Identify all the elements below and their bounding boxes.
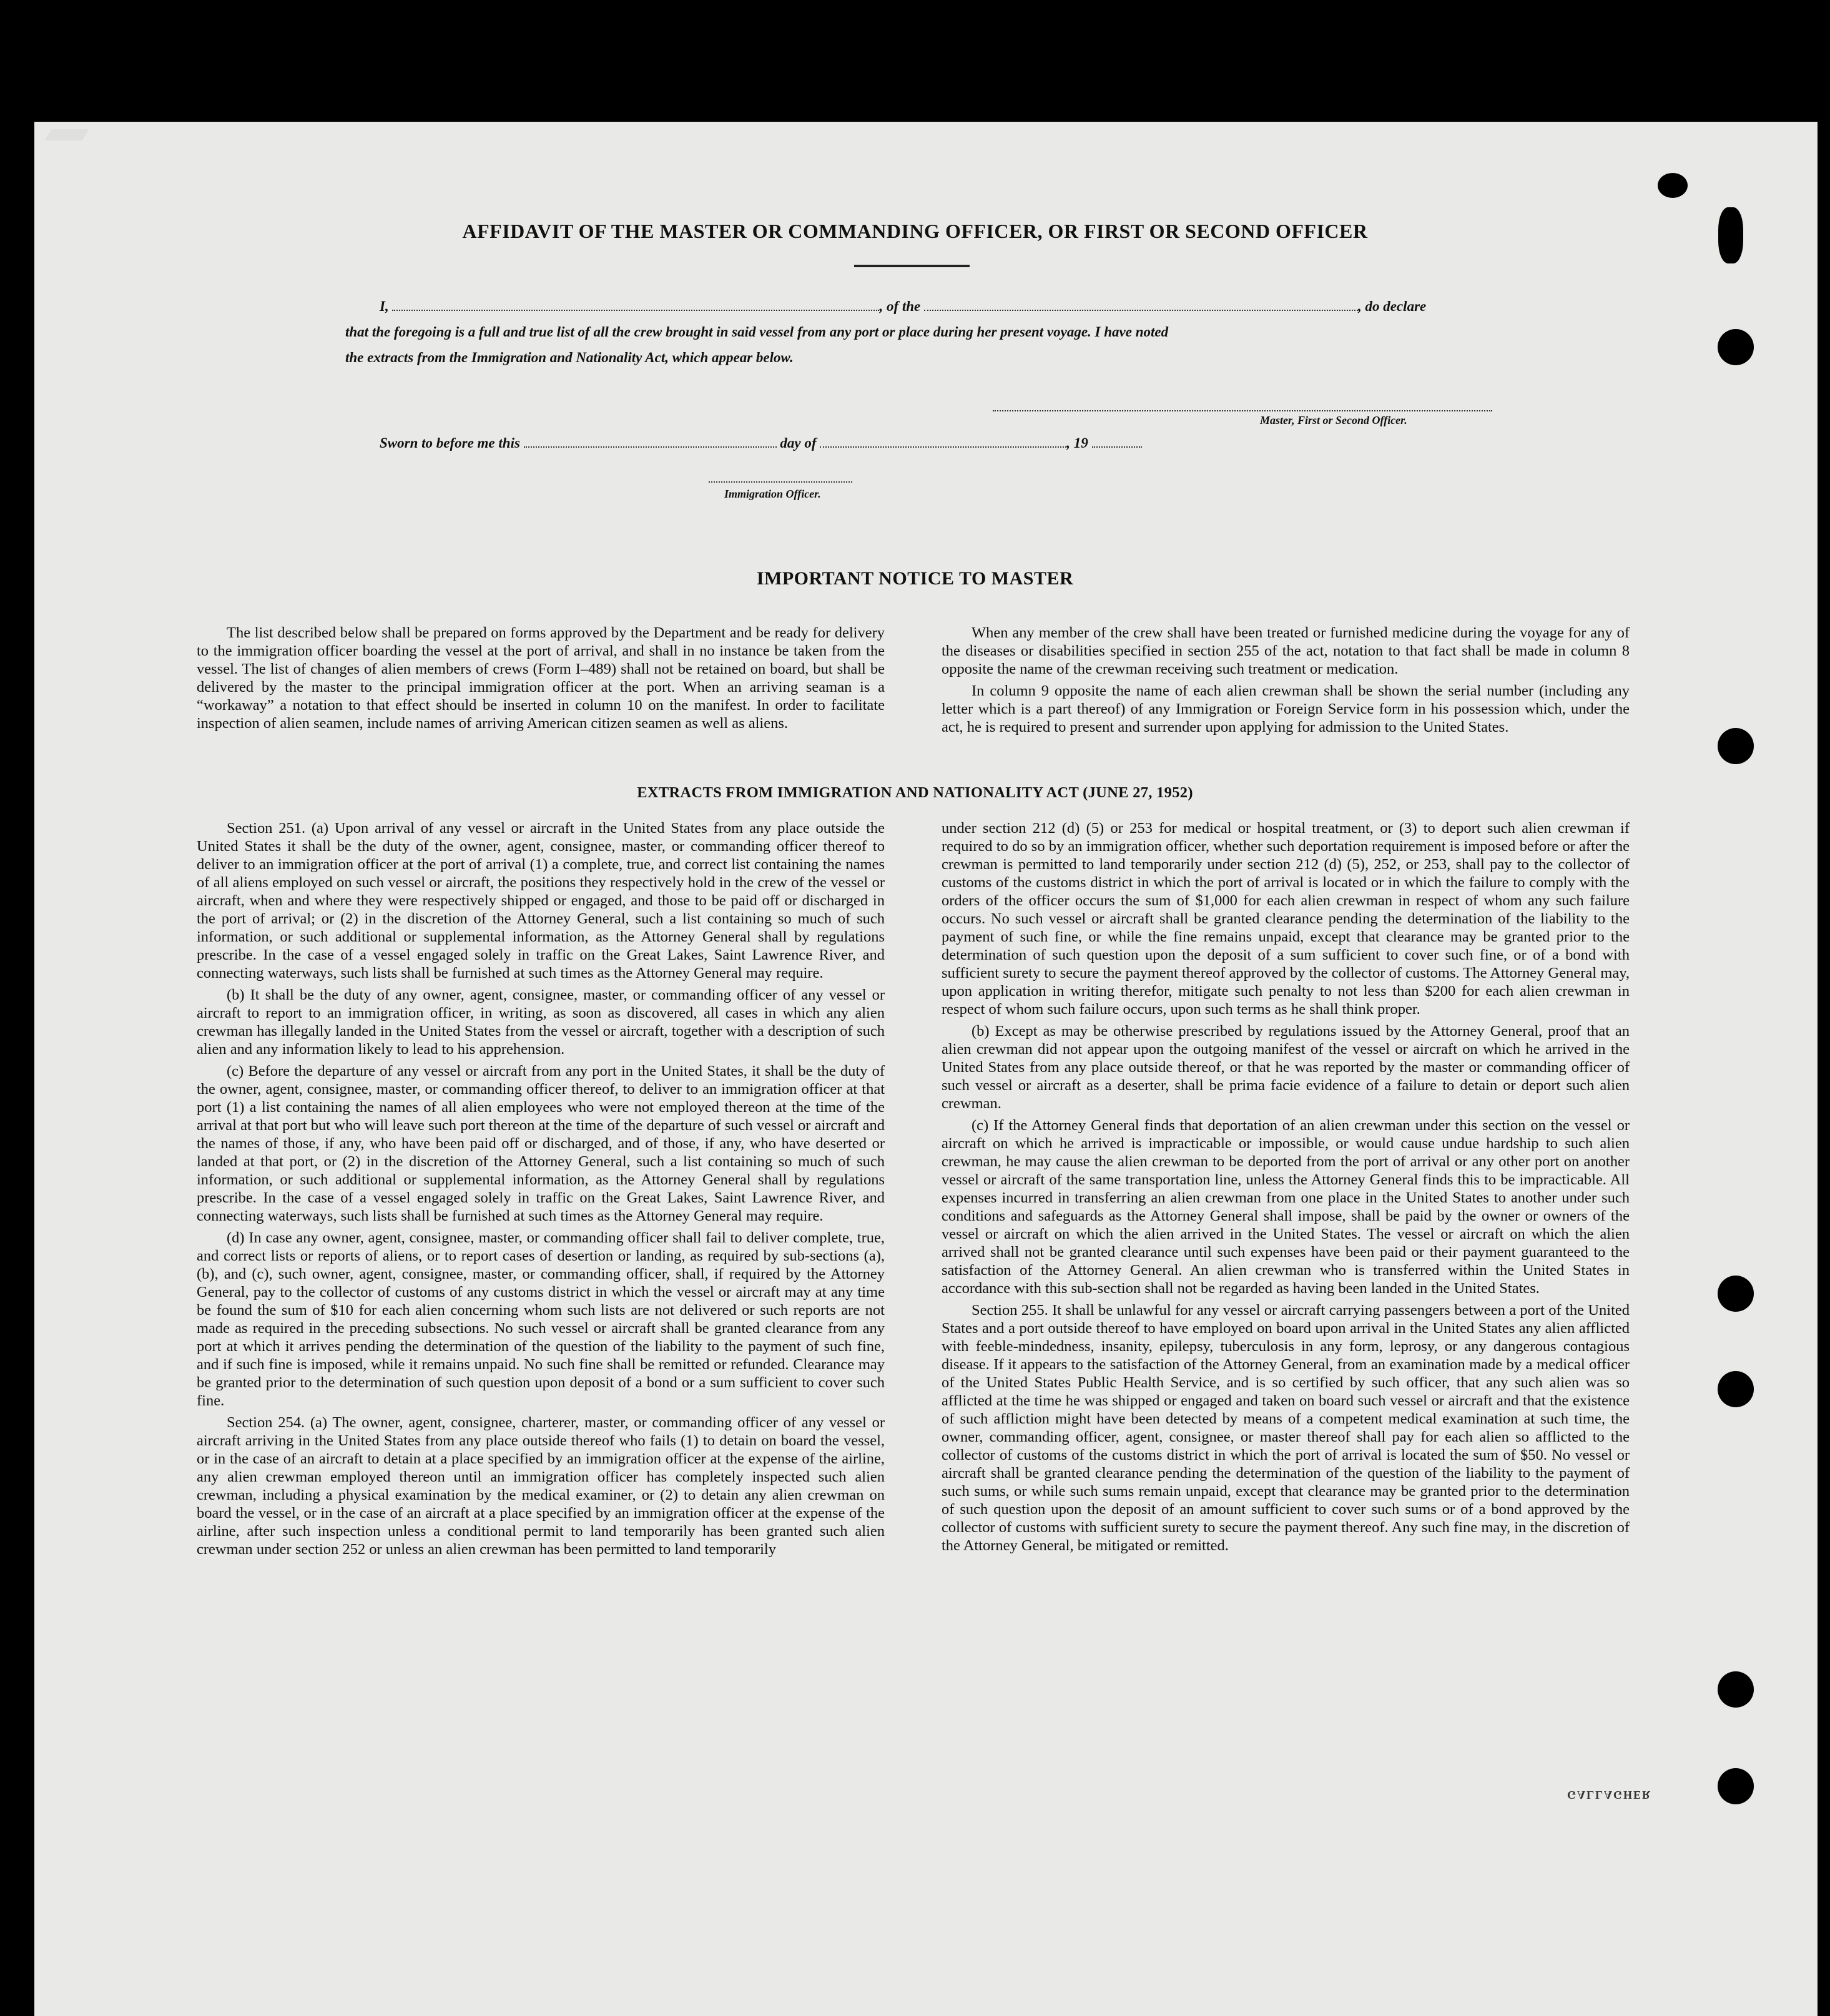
extracts-title: EXTRACTS FROM IMMIGRATION AND NATIONALITY ACT (JUNE 27, 1952) (637, 784, 1193, 801)
vessel-field[interactable] (924, 301, 1358, 311)
notice-left-column (197, 624, 885, 732)
sworn-label: Sworn to before me this (380, 435, 520, 451)
extract-paragraph: (c) If the Attorney General finds that deportation of an alien crewman under this section on the vessel or aircraft on which he arrived is impracticable or impossible, or would cause undue hardship to such alien crewman, he may cause the alien crewman to be deported from the port of arrival or any other port on another vessel or aircraft of the same transportation line, unless the Attorney General finds this to be impracticable. All expenses incurred in transferring an alien crewman from one place in the United States to another under such conditions and safeguards as the Attorney General shall impose, shall be paid by the owner or owners of the vessel or aircraft on which the alien arrived in the United States. The vessel or aircraft on which the alien arrived shall not be granted clearance until such expenses have been paid or their payment guaranteed to the satisfaction of the Attorney General. An alien crewman who is transferred within the United States in accordance with this sub-section shall not be regarded as having been landed in the United States. (942, 1117, 1630, 1297)
extract-paragraph: (b) It shall be the duty of any owner, agent, consignee, master, or commanding officer of any vessel or aircraft to report to an immigration officer, in writing, as soon as discovered, all cases in which any alien crewman has illegally landed in the United States from the vessel or aircraft, together with a description of such alien and any information likely to lead to his apprehension. (197, 986, 885, 1058)
sworn-month-field[interactable] (820, 438, 1066, 448)
extracts-left-column (197, 819, 885, 1558)
notice-left-paragraph: The list described below shall be prepared on forms approved by the Department and be ready for delivery to the immigration officer boarding the vessel at the port of arrival, and shall in no instance be taken from the vessel. The list of changes of alien members of crews (Form I–489) shall not be retained on board, but shall be delivered by the master to the principal immigration officer at the port. When an arriving seaman is a “workaway” a notation to that effect should be inserted in column 10 on the manifest. In order to facilitate inspection of alien seamen, include names of arriving American citizen seamen as well as aliens. (197, 624, 885, 732)
extracts-right-column (942, 819, 1630, 1555)
notice-right-paragraph-1: When any member of the crew shall have been treated or furnished medicine during the voyage for any of the diseases or disabilities specified in section 255 of the act, notation to that fact shall be made in column 8 opposite the name of the crewman receiving such treatment or medication. (942, 624, 1630, 677)
punch-hole (1718, 1671, 1754, 1708)
master-label: Master, First or Second Officer. (1260, 414, 1407, 426)
extract-paragraph: Section 251. (a) Upon arrival of any vessel or aircraft in the United States from any place outside the United States it shall be the duty of the owner, agent, consignee, master, or commanding officer thereof to deliver to an immigration officer at the port of arrival (1) a complete, true, and correct list containing the names of all aliens employed on such vessel or aircraft, the positions they respectively hold in the crew of the vessel or aircraft, when and where they were respectively shipped or engaged, and those to be paid off or discharged in the port of arrival; or (2) in the discretion of the Attorney General, such a list containing so much of such information, or such additional or supplemental information, as the Attorney General shall by regulations prescribe. In the case of a vessel engaged solely in traffic on the Great Lakes, Saint Lawrence River, and connecting waterways, such lists shall be furnished at such times as the Attorney General may require. (197, 820, 885, 981)
punch-hole (1718, 1276, 1754, 1312)
affidavit-title: AFFIDAVIT OF THE MASTER OR COMMANDING OFFICER, OR FIRST OR SECOND OFFICER (462, 220, 1368, 242)
notice-right-column (942, 624, 1630, 736)
year-label: , 19 (1066, 435, 1088, 451)
extract-paragraph: Section 254. (a) The owner, agent, consignee, charterer, master, or commanding officer of any vessel or aircraft arriving in the United States from any place outside thereof who fails (1) to detain on board the vessel, or in the case of an aircraft to detain at a place specified by an immigration officer at the expense of the airline, any alien crewman employed thereon until an immigration officer has completely inspected such alien crewman, including a physical examination by the medical examiner, or (2) to detain any alien crewman on board the vessel, or in the case of an aircraft at a place specified by an immigration officer at the expense of the airline, after such inspection unless a conditional permit to land temporarily has been granted such alien crewman under section 252 or unless an alien crewman has been permitted to land temporarily (197, 1414, 885, 1558)
bleed-through-name: GALLAGHER (1567, 1789, 1652, 1801)
punch-hole (1658, 173, 1688, 198)
officer-label: Immigration Officer. (724, 488, 821, 500)
declaration-line-3: the extracts from the Immigration and Nationality Act, which appear below. (345, 350, 794, 365)
day-of-label: day of (780, 435, 817, 451)
officer-signature-line[interactable] (709, 481, 852, 483)
punch-hole (1718, 1768, 1754, 1804)
declaration-declare: , do declare (1358, 298, 1427, 314)
sworn-day-field[interactable] (524, 438, 777, 448)
sworn-year-field[interactable] (1092, 438, 1142, 448)
declaration-line-1 (380, 298, 1426, 315)
declaration-line-2: that the foregoing is a full and true list of all the crew brought in said vessel from any port or place during her present voyage. I have noted (345, 324, 1169, 340)
notice-right-paragraph-2: In column 9 opposite the name of each alien crewman shall be shown the serial number (including any letter which is a part thereof) of any Immigration or Foreign Service form in his possession which, under the act, he is required to present and surrender upon applying for admission to the United States. (942, 682, 1630, 735)
sworn-line (380, 435, 1142, 451)
title-rule (854, 265, 970, 267)
corner-mark (45, 129, 89, 140)
notice-title: IMPORTANT NOTICE TO MASTER (756, 568, 1074, 589)
declaration-i: I, (380, 298, 389, 314)
extract-paragraph: (b) Except as may be otherwise prescribed by regulations issued by the Attorney General, proof that an alien crewman did not appear upon the outgoing manifest of the vessel or aircraft on which he arrived in the United States from any place outside thereof, or that he was reported by the master or commanding officer of such vessel or aircraft as a deserter, shall be prima facie evidence of a failure to detain or deport such alien crewman. (942, 1023, 1630, 1112)
master-signature-line[interactable] (993, 410, 1492, 411)
name-field[interactable] (392, 301, 879, 311)
punch-hole (1718, 728, 1754, 764)
declaration-of-the: , of the (879, 298, 921, 314)
extract-paragraph: under section 212 (d) (5) or 253 for medical or hospital treatment, or (3) to deport such alien crewman if required to do so by an immigration officer, whether such deportation requirement is imposed before or after the crewman is permitted to land temporarily under section 212 (d) (5), 252, or 253, shall pay to the collector of customs of the customs district in which the port of arrival is located or in which the failure to comply with the orders of the officer occurs the sum of $1,000 for each alien crewman in respect of whom any such failure occurs. No such vessel or aircraft shall be granted clearance pending the determination of the liability to the payment of such fine, or while the fine remains unpaid, except that clearance may be granted prior to the determination of such question upon the deposit of a sum sufficient to cover such fine, or of a bond with sufficient surety to secure the payment thereof approved by the collector of customs. The Attorney General may, upon application in writing therefor, mitigate such penalty to not less than $200 for each alien crewman in respect of whom such failure occurs, upon such terms as he shall think proper. (942, 820, 1630, 1018)
extract-paragraph: (d) In case any owner, agent, consignee, master, or commanding officer shall fail to deliver complete, true, and correct lists or reports of aliens, or to report cases of desertion or landing, as required by sub-sections (a), (b), and (c), such owner, agent, consignee, master, or commanding officer, shall, if required by the Attorney General, pay to the collector of customs of any customs district in which the vessel or aircraft may at any time be found the sum of $10 for each alien concerning whom such lists are not delivered or such reports are not made as required in the preceding subsections. No such vessel or aircraft shall be granted clearance from any port at which it arrives pending the determination of the question of the liability to the payment of such fine, and if such fine is imposed, while it remains unpaid. No such fine shall be remitted or refunded. Clearance may be granted prior to the determination of such question upon deposit of a bond or a sum sufficient to cover such fine. (197, 1229, 885, 1409)
extract-paragraph: Section 255. It shall be unlawful for any vessel or aircraft carrying passengers between a port of the United States and a port outside thereof to have employed on board upon arrival in the United States any alien afflicted with feeble-mindedness, insanity, epilepsy, tuberculosis in any form, leprosy, or any dangerous contagious disease. If it appears to the satisfaction of the Attorney General, from an examination made by a medical officer of the United States Public Health Service, and is so certified by such officer, that any such alien was so afflicted at the time he was shipped or engaged and taken on board such vessel or aircraft and that the existence of such affliction might have been detected by means of a competent medical examination at such time, the owner, commanding officer, agent, consignee, or master thereof shall pay for each alien so afflicted to the collector of customs of the customs district in which the port of arrival is located the sum of $50. No vessel or aircraft shall be granted clearance pending the determination of the question of the liability to the payment of such sums, or while such sums remain unpaid, except that clearance may be granted prior to the determination of such question upon the deposit of an amount sufficient to cover such sums or of a bond approved by the collector of customs with sufficient surety to secure the payment thereof. Any such fine may, in the discretion of the Attorney General, be mitigated or remitted. (942, 1302, 1630, 1554)
extract-paragraph: (c) Before the departure of any vessel or aircraft from any port in the United States, it shall be the duty of the owner, agent, consignee, master, or commanding officer thereof, to deliver to an immigration officer at that port (1) a list containing the names of all alien employees who were not employed thereon at the time of the arrival at that port but who will leave such port thereon at the time of the departure of such vessel or aircraft and the names of those, if any, who have been paid off or discharged, and of those, if any, who have deserted or landed at that port, or (2) in the discretion of the Attorney General, such a list containing so much of such information, or such additional or supplemental information, as the Attorney General shall by regulations prescribe. In the case of a vessel engaged solely in traffic on the Great Lakes, Saint Lawrence River, and connecting waterways, such lists shall be furnished at such times as the Attorney General may require. (197, 1063, 885, 1224)
punch-hole (1718, 329, 1754, 365)
punch-hole (1718, 1371, 1754, 1407)
